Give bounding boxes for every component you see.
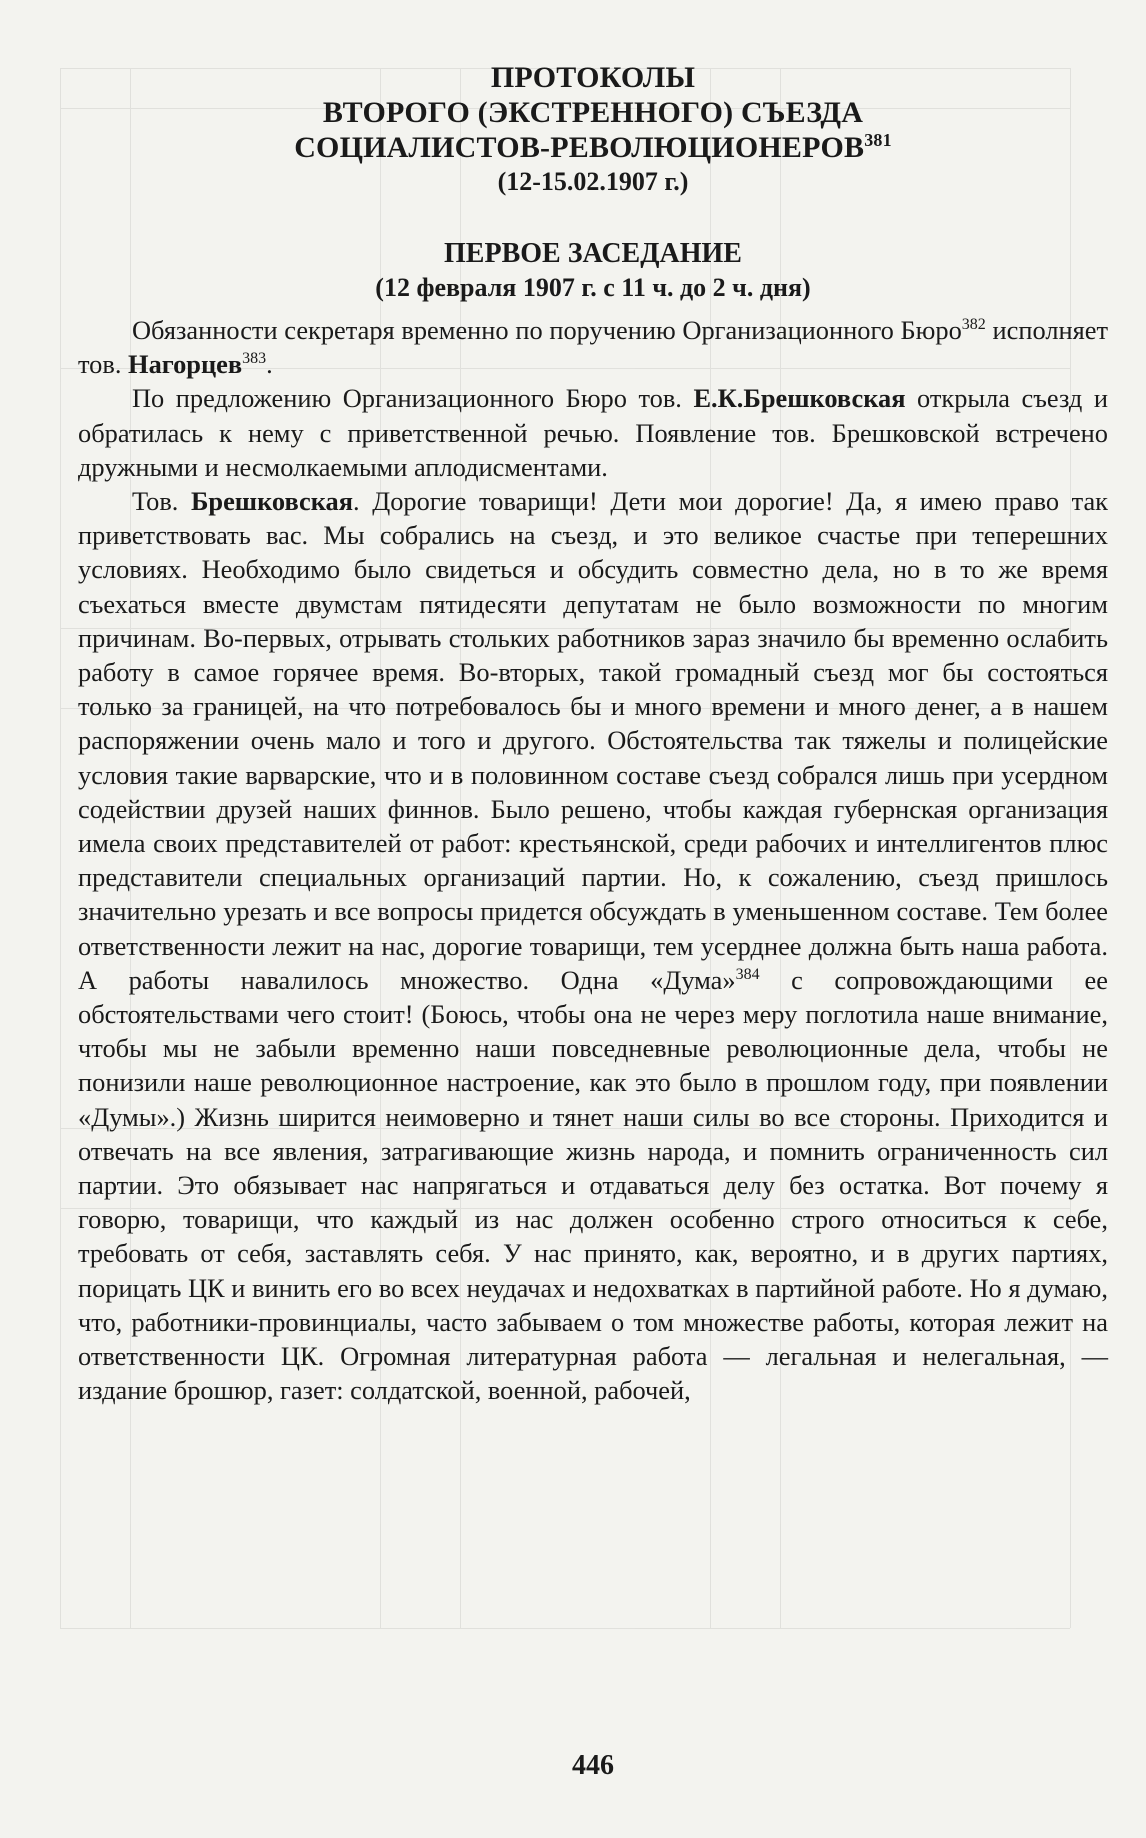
- paragraph-opening: [78, 381, 1108, 484]
- paragraph-speech: [78, 484, 1108, 1407]
- document-body: [78, 313, 1108, 1408]
- paragraph-text: Обязанности секретаря временно по поручению Организационного Бюро: [132, 315, 962, 345]
- person-name: Е.К.Брешковская: [693, 383, 906, 414]
- title-line-3: СОЦИАЛИСТОВ-РЕВОЛЮЦИОНЕРОВ: [294, 131, 865, 164]
- document-title: [78, 60, 1108, 165]
- congress-dates: (12-15.02.1907 г.): [497, 167, 689, 196]
- title-line-1: ПРОТОКОЛЫ: [490, 61, 696, 94]
- paragraph-text: . Дорогие товарищи! Дети мои дорогие! Да, я имею право так приветствовать вас. Мы собрались на съезд, и это великое счастье при теперешних условиях. Необходимо было свидеться и обсудить совместно дела, но в то же время съехаться вместе двумстам пятидесяти депутатам не было возможности по многим причинам. Во-первых, отрывать стольких работников зараз значило бы временно ослабить работу в самое горячее время. Во-вторых, такой громадный съезд мог бы состояться только за границей, на что потребовалось бы и много времени и много денег, а в нашем распоряжении очень мало и того и другого. Обстоятельства так тяжелы и полицейские условия такие варварские, что и в половинном составе съезд собрался лишь при усердном содействии друзей наших финнов. Было решено, чтобы каждая губернская организация имела своих представителей от работ: крестьянской, среди рабочих и интеллигентов плюс представители специальных организаций партии. Но, к сожалению, съезд пришлось значительно урезать и все вопросы придется обсуждать в уменьшенном составе. Тем более ответственности лежит на нас, дорогие товарищи, тем усерднее должна быть наша работа. А работы навалилось множество. Одна «Дума»: [78, 486, 1108, 995]
- document-page: [78, 60, 1108, 1800]
- session-heading: ПЕРВОЕ ЗАСЕДАНИЕ: [444, 238, 742, 269]
- footnote-ref: 384: [735, 966, 760, 984]
- paragraph-text: с сопровождающими ее обстоятельствами чего стоит! (Боюсь, чтобы она не через меру поглотила наше внимание, чтобы мы не забыли временно наши повседневные революционные дела, чтобы не понизили наше революционное настроение, как это было в прошлом году, при появлении «Думы».) Жизнь ширится неимоверно и тянет наши силы во все стороны. Приходится и отвечать на все явления, затрагивающие жизнь народа, и помнить ограниченность сил партии. Это обязывает нас напрягаться и отдаваться делу без остатка. Вот почему я говорю, товарищи, что каждый из нас должен особенно строго относиться к себе, требовать от себя, заставлять себя. У нас принято, как, вероятно, и в других партиях, порицать ЦК и винить его во всех неудачах и недохватках в партийной работе. Но я думаю, что, работники-провинциалы, часто забываем о том множестве работы, которая лежит на ответственности ЦК. Огромная литературная работа — легальная и нелегальная, — издание брошюр, газет: солдатской, военной, рабочей,: [78, 964, 1108, 1406]
- page-number: 446: [572, 1750, 614, 1781]
- paragraph-text: По предложению Организационного Бюро тов.: [132, 383, 694, 414]
- paragraph-secretary: [78, 313, 1108, 381]
- paragraph-text: Тов.: [132, 486, 191, 517]
- speaker-name: Брешковская: [190, 486, 354, 517]
- session-time: (12 февраля 1907 г. с 11 ч. до 2 ч. дня): [375, 273, 811, 302]
- paragraph-text: открыла съезд и обратилась к нему с приветственной речью. Появление тов. Брешковской встречено дружными и несмолкаемыми аплодисментами.: [78, 383, 1108, 482]
- title-line-2: ВТОРОГО (ЭКСТРЕННОГО) СЪЕЗДА: [322, 96, 864, 129]
- footnote-ref: 383: [242, 350, 267, 368]
- paragraph-text: исполняет тов.: [78, 315, 1108, 380]
- paragraph-text: .: [266, 349, 273, 380]
- person-name: Нагорцев: [128, 349, 243, 380]
- footnote-ref: 382: [961, 316, 986, 334]
- title-footnote-ref: 381: [864, 130, 892, 150]
